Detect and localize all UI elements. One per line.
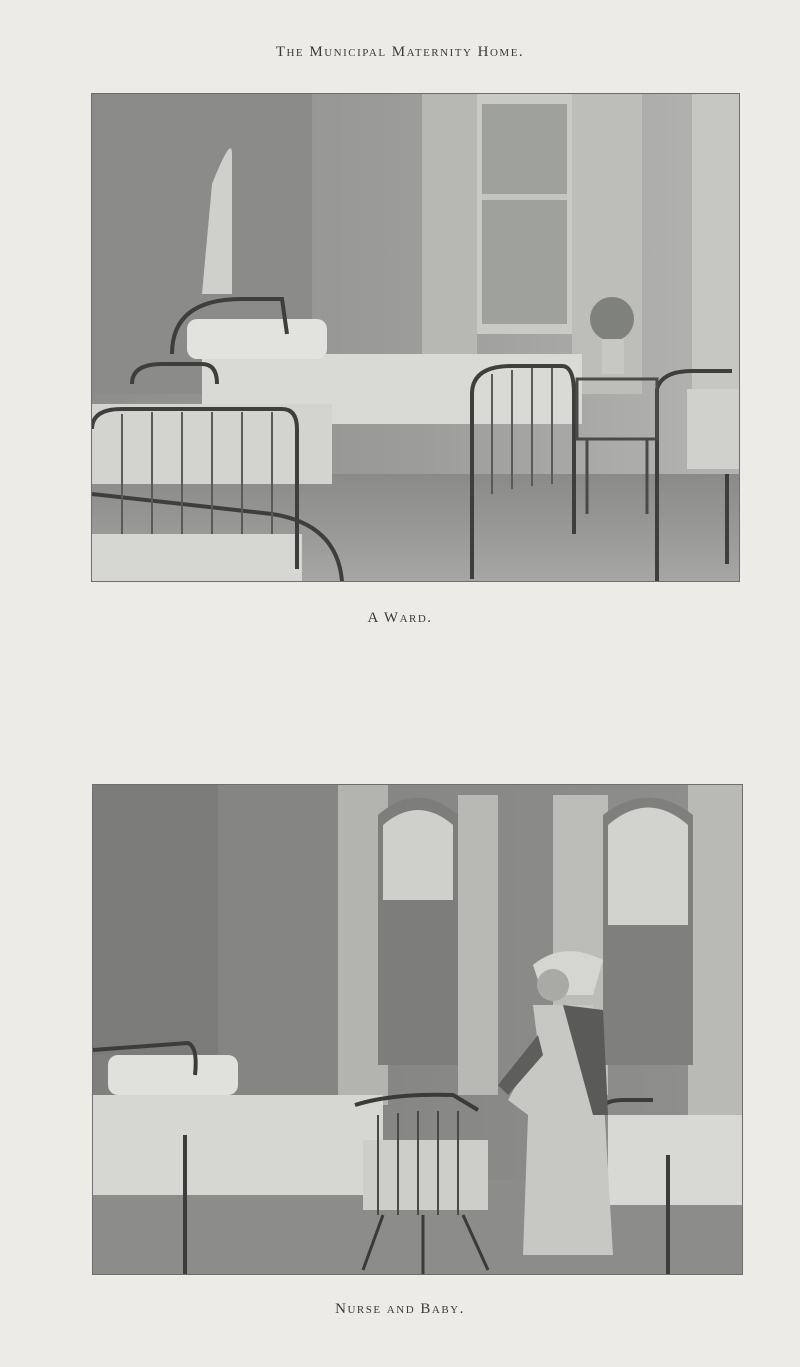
nurse-and-baby-photograph [92,784,743,1275]
page-heading: The Municipal Maternity Home. [275,44,525,60]
ward-photograph [91,93,740,582]
ward-caption: A Ward. [367,610,433,626]
nurse-and-baby-caption: Nurse and Baby. [335,1301,465,1317]
